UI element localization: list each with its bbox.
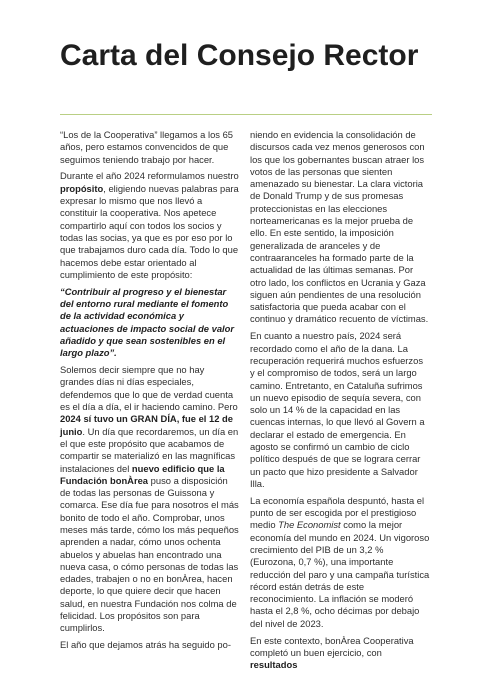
paragraph: “Los de la Cooperativa” llegamos a los 65 años, pero estamos convencidos de que seguimos teniendo trabajo por hacer. [60, 129, 234, 165]
bold-text: nuevo edificio que la Fundación bonÀrea [60, 462, 225, 486]
text: Durante el año 2024 reformulamos nuestro [60, 170, 239, 182]
paragraph [60, 170, 240, 281]
bold-text: 2024 sí tuvo un GRAN DÍA, fue el 12 de junio [60, 413, 233, 437]
text: como la mejor economía del mundo en 2024. Un vigoroso crecimiento del PIB de un 3,2 % (Eurozona, 0,7 %), una importante reducción del paro y una campaña turística récord están detrás de este reconocimiento. La inflación se moderó hasta el 2,8 %, ocho décimas por debajo del nivel de 2023. [250, 519, 430, 629]
bold-text: propósito [60, 182, 104, 194]
title-divider [60, 114, 432, 115]
text: Solemos decir siempre que no hay grandes días ni días especiales, defendemos que lo que de verdad cuenta es el día a día, el ir haciendo camino. Pero [60, 364, 238, 413]
text: puso a disposición de todas las personas de Guissona y comarca. Ese día fue para nosotros el más bonito de todo el año. Comprobar, unos meses más tarde, cómo los más pequeños aprenden a nadar, cómo unos ochenta abuelos y abuelas han encontrado una nueva casa, o cómo personas de todas las edades, trabajen o no en bonÀrea, hacen deporte, lo que quiere decir que hacen salud, en nuestra Fundación nos colma de felicidad. Los propósitos son para cumplirlos. [60, 474, 239, 634]
text: . Un día que recordaremos, un día en el que este propósito que acabamos de compartir se materializó en las magníficas instalaciones del [60, 425, 239, 474]
paragraph [250, 635, 430, 672]
italic-text: The Economist [278, 519, 341, 531]
bold-text: resultados [250, 659, 298, 671]
paragraph: En cuanto a nuestro país, 2024 será recordado como el año de la dana. La recuperación requerirá muchos esfuerzos y el compromiso de todos, será un largo camino. Entretanto, en Cataluña sufrimos un nuevo episodio de sequía severa, con solo un 14 % de la capacidad en las cuencas internas, lo que llevó al Govern a declarar el estado de emergencia. En agosto se confirmó un cambio de ciclo político después de que se lograra cerrar un pacto que hizo presidente a Salvador Illa. [250, 330, 425, 489]
left-column [60, 129, 240, 656]
paragraph: niendo en evidencia la consolidación de discursos cada vez menos generosos con los que los gobernantes buscan atraer los votos de las personas que sienten amenazado su bienestar. La clara victoria de Donald Trump y de sus promesas proteccionistas en las elecciones norteamericanas es la mejor prueba de ello. En este sentido, la imposición generalizada de aranceles y de contraaranceles ha formado parte de la actualidad de las últimas semanas. Por otro lado, los conflictos en Ucrania y Gaza siguen aún pendientes de una resolución satisfactoria que pueda acabar con el continuo y dramático recuento de víctimas. [250, 129, 429, 325]
paragraph: El año que dejamos atrás ha seguido po- [60, 639, 231, 651]
text: , eligiendo nuevas palabras para expresar lo mismo que nos llevó a constituir la cooperativa. Nos apetece compartirlo aquí con todos los socios y todas las socias, ya que es por eso por lo que trabajamos duro cada día. Todo lo que hacemos debe estar orientado al cumplimiento de este propósito: [60, 182, 239, 280]
paragraph [250, 495, 430, 630]
text: En este contexto, bonÀrea Cooperativa completó un buen ejercicio, con [250, 634, 414, 658]
text: La economía española despuntó, hasta el punto de ser escogida por el prestigioso medio [250, 494, 425, 531]
page-title: Carta del Consejo Rector [60, 39, 419, 72]
purpose-quote: “Contribuir al progreso y el bienestar del entorno rural mediante el fomento de la actividad económica y actuaciones de impacto social de valor añadido y que sean sostenibles en el largo plazo”. [60, 285, 235, 359]
paragraph [60, 364, 240, 635]
right-column [250, 129, 430, 676]
